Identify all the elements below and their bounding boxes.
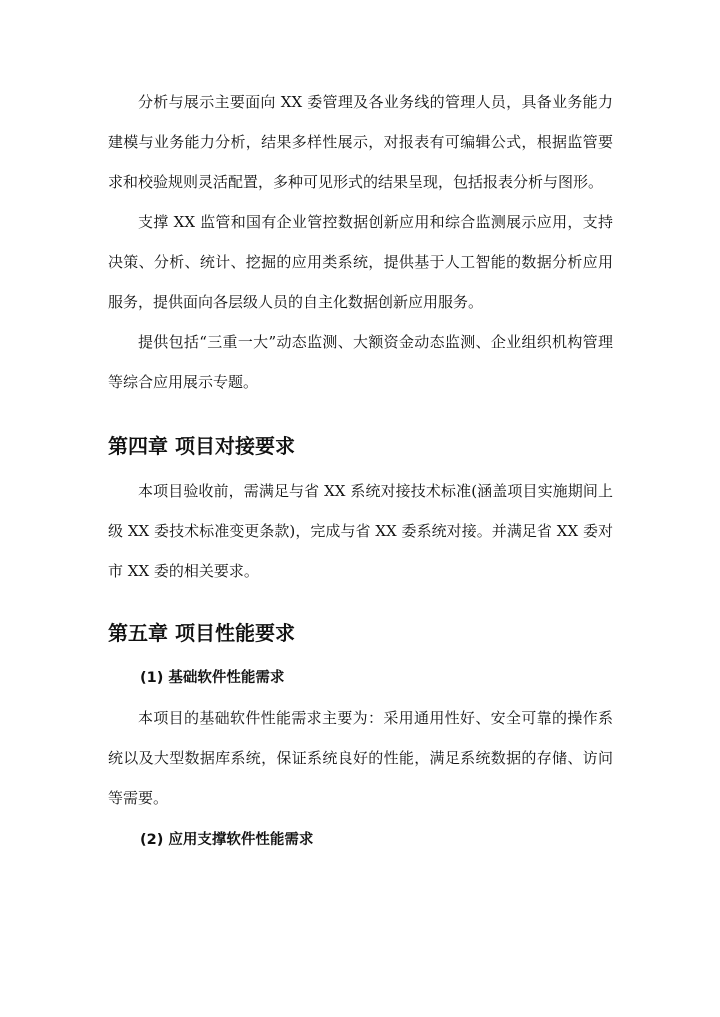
paragraph-support-apps: 支撑 XX 监管和国有企业管控数据创新应用和综合监测展示应用，支持决策、分析、统计、挖掘的应用类系统，提供基于人工智能的数据分析应用服务，提供面向各层级人员的自主化数据创新应用服务。 — [108, 213, 613, 311]
paragraph-integration: 本项目验收前，需满足与省 XX 系统对接技术标准(涵盖项目实施期间上级 XX 委技术标准变更条款)，完成与省 XX 委系统对接。并满足省 XX 委对市 XX 委的相关要求。 — [108, 482, 613, 580]
paragraph-topics: 提供包括“三重一大”动态监测、大额资金动态监测、企业组织机构管理等综合应用展示专题。 — [108, 333, 613, 391]
section-1-title: (1) 基础软件性能需求 — [140, 670, 285, 686]
paragraph-base-software: 本项目的基础软件性能需求主要为：采用通用性好、安全可靠的操作系统以及大型数据库系统，保证系统良好的性能，满足系统数据的存储、访问等需要。 — [108, 709, 613, 807]
chapter-4-title: 第四章 项目对接要求 — [108, 434, 295, 458]
chapter-5-title: 第五章 项目性能要求 — [108, 621, 295, 645]
section-2-title: (2) 应用支撑软件性能需求 — [140, 832, 314, 848]
paragraph-analysis-display: 分析与展示主要面向 XX 委管理及各业务线的管理人员，具备业务能力建模与业务能力分析，结果多样性展示，对报表有可编辑公式，根据监管要求和校验规则灵活配置，多种可见形式的结果呈现，包括报表分析与图形。 — [108, 93, 613, 191]
